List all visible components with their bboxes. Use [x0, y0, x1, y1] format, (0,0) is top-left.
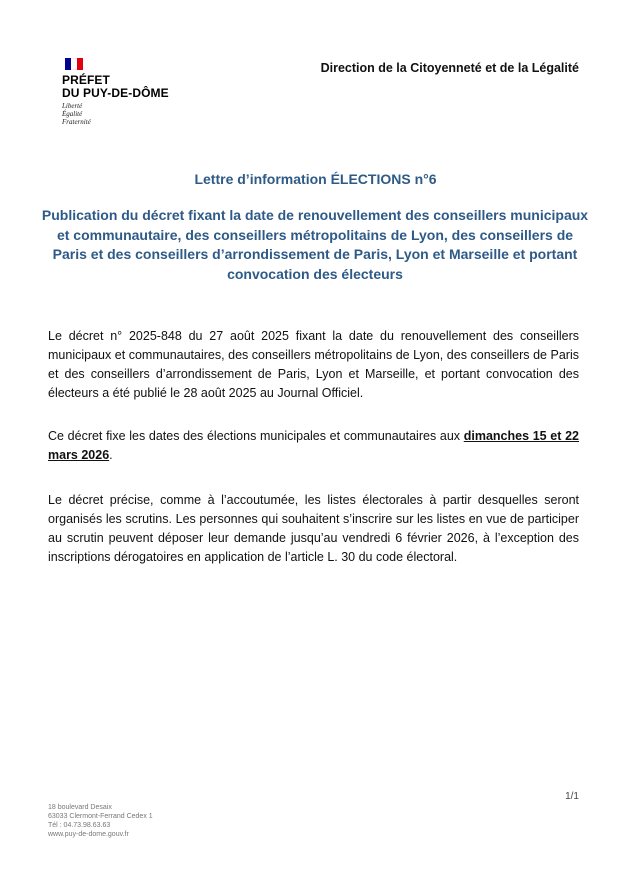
letter-title: Lettre d’information ÉLECTIONS n°6 — [194, 171, 437, 187]
prefecture-logo — [62, 58, 192, 126]
election-dates: dimanches 15 et 22 mars 2026 — [48, 429, 579, 462]
dates-text: Ce décret fixe les dates des élections municipales et communautaires aux — [48, 429, 464, 443]
logo-title — [62, 74, 192, 100]
logo-line-1: PRÉFET — [62, 73, 110, 87]
paragraph-dates — [48, 427, 579, 465]
motto-fraternite: Fraternité — [62, 118, 91, 126]
motto-liberte: Liberté — [62, 102, 83, 110]
french-flag-icon — [65, 58, 83, 70]
motto-egalite: Égalité — [62, 110, 83, 118]
page-number: 1/1 — [565, 791, 579, 802]
logo-line-2: DU PUY-DE-DÔME — [62, 86, 169, 100]
dates-period: . — [109, 448, 113, 462]
footer-street: 18 boulevard Desaix — [48, 804, 112, 811]
publication-title: Publication du décret fixant la date de renouvellement des conseillers municipaux et communautaire, des conseillers métropolitains de Lyon, des conseillers de Paris et des conseillers d’arrondissement de Paris, Lyon et Marseille et portant convocation des électeurs — [41, 207, 589, 282]
footer-phone: Tél : 04.73.98.63.63 — [48, 822, 111, 829]
paragraph-electoral-lists: Le décret précise, comme à l’accoutumée, les listes électorales à partir desquelles seront organisés les scrutins. Les personnes qui souhaitent s’inscrire sur les listes en vue de participer au scrutin peuvent déposer leur demande jusqu’au vendredi 6 février 2026, à l’exception des inscriptions dérogatoires en application de l’article L. 30 du code électoral. — [48, 493, 579, 564]
republic-motto — [62, 102, 192, 126]
footer-address — [48, 803, 153, 839]
paragraph-decree: Le décret n° 2025-848 du 27 août 2025 fixant la date du renouvellement des conseillers municipaux et communautaires, des conseillers métropolitains de Lyon, des conseillers de Paris et des conseillers d’arrondissement de Paris, Lyon et Marseille, et portant convocation des électeurs a été publié le 28 août 2025 au Journal Officiel. — [48, 329, 579, 400]
direction-name: Direction de la Citoyenneté et de la Légalité — [320, 61, 579, 75]
footer-website: www.puy-de-dome.gouv.fr — [48, 831, 129, 838]
footer-city: 63033 Clermont-Ferrand Cedex 1 — [48, 813, 153, 820]
